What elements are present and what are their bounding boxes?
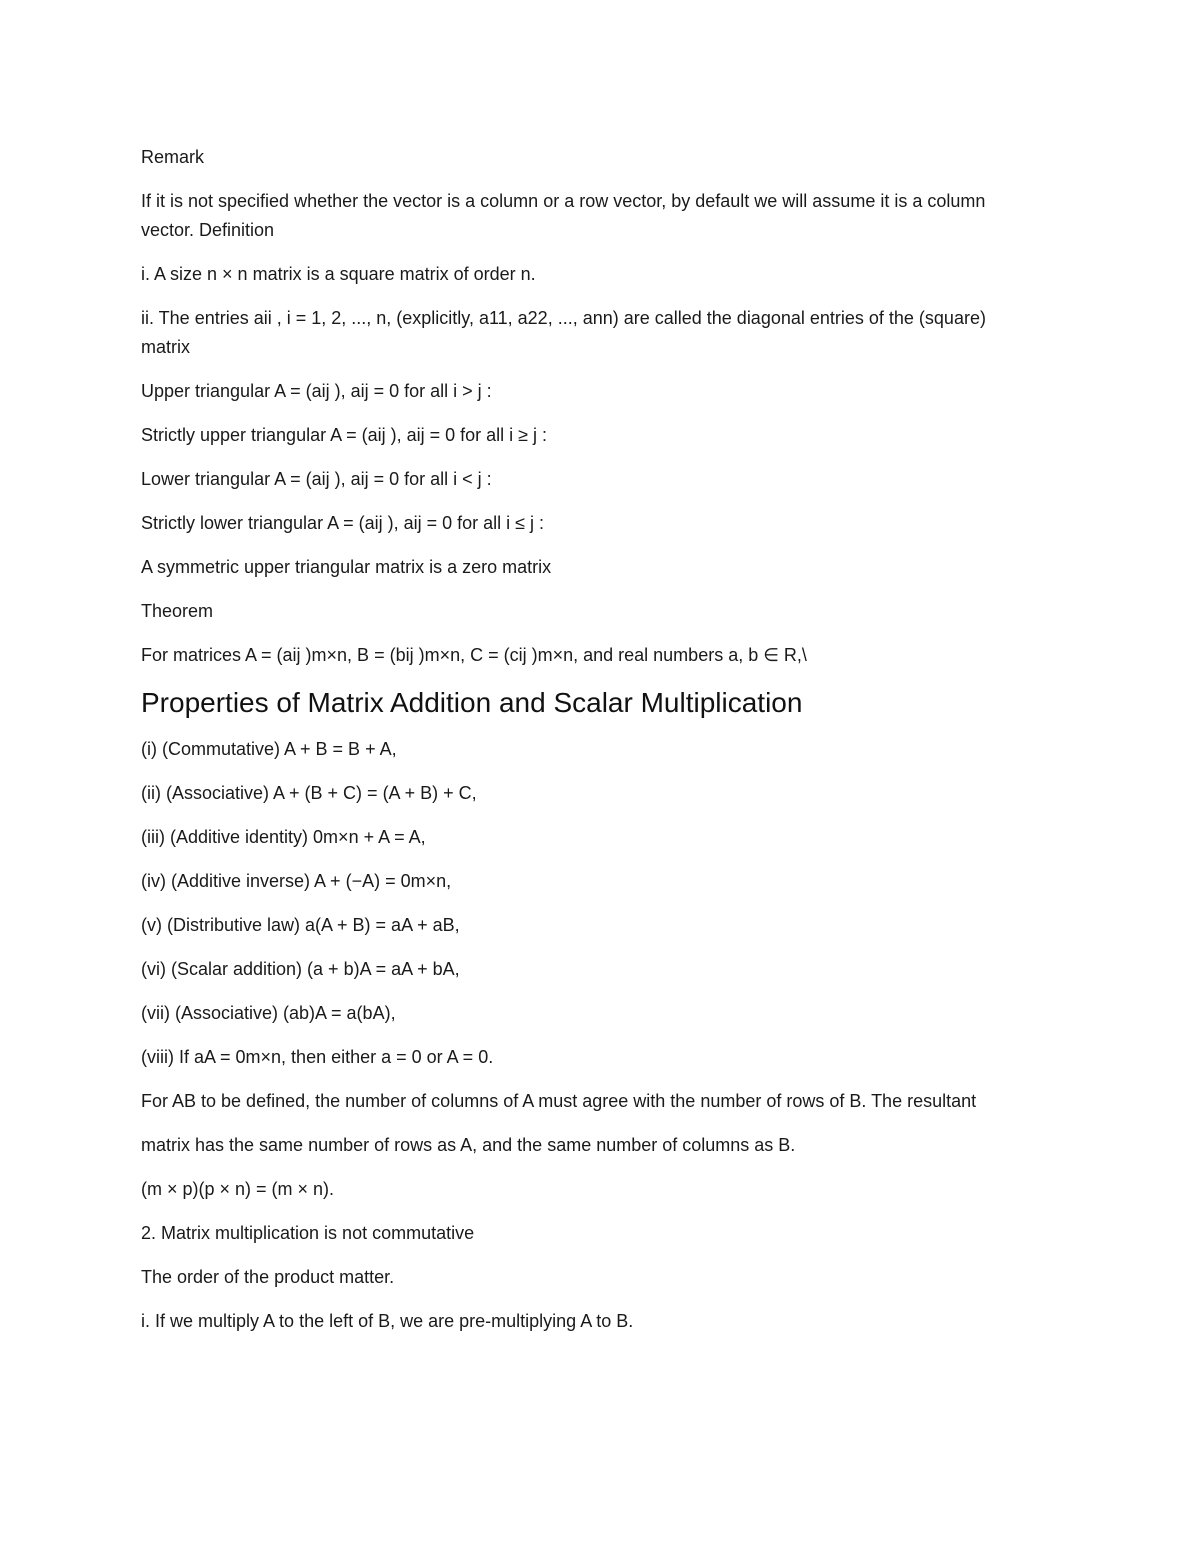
paragraph-strictly-upper-triangular: Strictly upper triangular A = (aij ), aij = 0 for all i ≥ j : xyxy=(141,425,548,445)
paragraph-upper-triangular: Upper triangular A = (aij ), aij = 0 for all i > j : xyxy=(141,381,492,401)
paragraph-square-matrix-definition: i. A size n × n matrix is a square matrix of order n. xyxy=(141,264,536,284)
paragraph-remark: Remark xyxy=(141,147,205,167)
document-body xyxy=(141,143,1021,1351)
paragraph-diagonal-entries: ii. The entries aii , i = 1, 2, ..., n, (explicitly, a11, a22, ..., ann) are called the diagonal entries of the (square) matrix xyxy=(141,308,986,357)
paragraph-ab-defined: For AB to be defined, the number of columns of A must agree with the number of rows of B. The resultant xyxy=(141,1091,977,1111)
property-scalar-addition: (vi) (Scalar addition) (a + b)A = aA + bA, xyxy=(141,959,460,979)
paragraph-column-vector-default: If it is not specified whether the vector is a column or a row vector, by default we will assume it is a column vector. Definition xyxy=(141,191,986,240)
paragraph-symmetric-upper-triangular: A symmetric upper triangular matrix is a zero matrix xyxy=(141,557,552,577)
section-heading: Properties of Matrix Addition and Scalar Multiplication xyxy=(141,687,803,718)
property-zero-product: (viii) If aA = 0m×n, then either a = 0 or A = 0. xyxy=(141,1047,494,1067)
paragraph-theorem-statement: For matrices A = (aij )m×n, B = (bij )m×n, C = (cij )m×n, and real numbers a, b ∈ R,\ xyxy=(141,645,807,665)
paragraph-order-matters: The order of the product matter. xyxy=(141,1267,395,1287)
property-distributive-law: (v) (Distributive law) a(A + B) = aA + aB, xyxy=(141,915,460,935)
paragraph-pre-multiplying: i. If we multiply A to the left of B, we are pre-multiplying A to B. xyxy=(141,1311,634,1331)
paragraph-not-commutative: 2. Matrix multiplication is not commutative xyxy=(141,1223,475,1243)
property-additive-inverse: (iv) (Additive inverse) A + (−A) = 0m×n, xyxy=(141,871,452,891)
paragraph-lower-triangular: Lower triangular A = (aij ), aij = 0 for all i < j : xyxy=(141,469,492,489)
property-additive-identity: (iii) (Additive identity) 0m×n + A = A, xyxy=(141,827,426,847)
paragraph-theorem: Theorem xyxy=(141,601,214,621)
paragraph-dimension-rule: (m × p)(p × n) = (m × n). xyxy=(141,1179,335,1199)
paragraph-strictly-lower-triangular: Strictly lower triangular A = (aij ), aij = 0 for all i ≤ j : xyxy=(141,513,545,533)
property-commutative: (i) (Commutative) A + B = B + A, xyxy=(141,739,397,759)
property-scalar-associative: (vii) (Associative) (ab)A = a(bA), xyxy=(141,1003,396,1023)
property-associative: (ii) (Associative) A + (B + C) = (A + B) + C, xyxy=(141,783,477,803)
paragraph-resultant-size: matrix has the same number of rows as A, and the same number of columns as B. xyxy=(141,1135,796,1155)
